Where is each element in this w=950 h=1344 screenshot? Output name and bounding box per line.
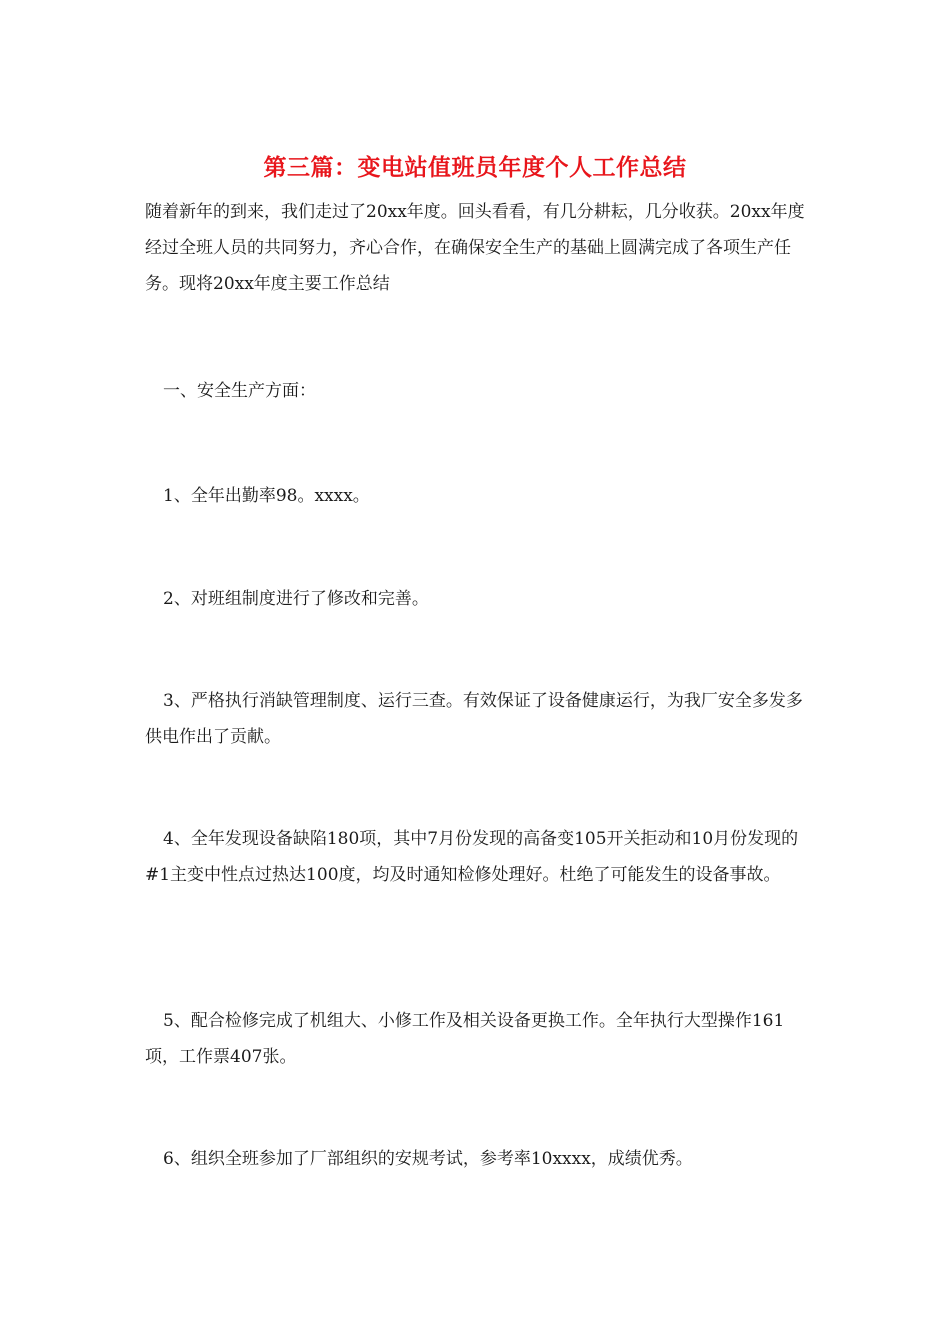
document-title: 第三篇：变电站值班员年度个人工作总结 <box>263 154 687 181</box>
intro-paragraph: 随着新年的到来，我们走过了20xx年度。回头看看，有几分耕耘，几分收获。20xx年度经过全班人员的共同努力，齐心合作，在确保安全生产的基础上圆满完成了各项生产任务。现将20xx年度主要工作总结 <box>145 202 805 294</box>
list-item: 1、全年出勤率98。xxxx。 <box>163 486 370 506</box>
list-item: 4、全年发现设备缺陷180项，其中7月份发现的高备变105开关拒动和10月份发现的#1主变中性点过热达100度，均及时通知检修处理好。杜绝了可能发生的设备事故。 <box>145 829 799 885</box>
list-item: 6、组织全班参加了厂部组织的安规考试，参考率10xxxx，成绩优秀。 <box>163 1149 693 1169</box>
list-item: 3、严格执行消缺管理制度、运行三查。有效保证了设备健康运行，为我厂安全多发多供电作出了贡献。 <box>145 691 803 747</box>
list-item: 2、对班组制度进行了修改和完善。 <box>163 589 429 609</box>
list-item: 5、配合检修完成了机组大、小修工作及相关设备更换工作。全年执行大型操作161项，工作票407张。 <box>145 1011 785 1067</box>
section-heading: 一、安全生产方面： <box>163 381 316 401</box>
